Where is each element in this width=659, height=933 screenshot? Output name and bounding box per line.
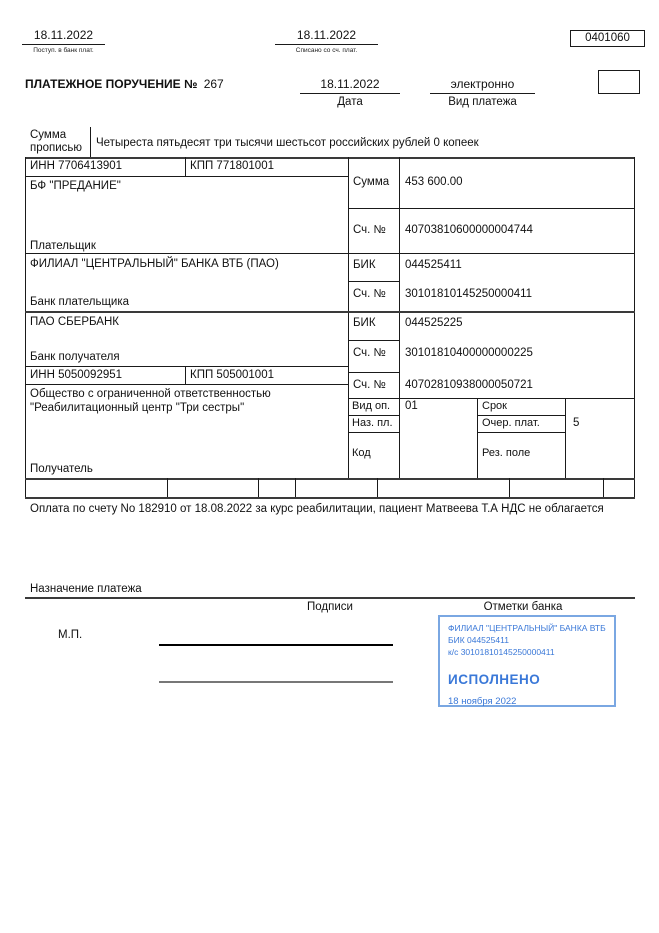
document-title: ПЛАТЕЖНОЕ ПОРУЧЕНИЕ № — [25, 77, 198, 91]
date-label: Дата — [337, 96, 363, 108]
payee-label: Получатель — [30, 463, 93, 475]
amount-words-label-line2: прописью — [30, 142, 83, 154]
form-code-box — [570, 30, 645, 47]
payer-name: БФ "ПРЕДАНИЕ" — [30, 180, 121, 192]
signature-line-2 — [159, 681, 393, 683]
stamp-status: ИСПОЛНЕНО — [448, 672, 541, 687]
debited-date: 18.11.2022 — [296, 28, 357, 42]
reserve-field-label: Рез. поле — [482, 447, 531, 459]
empty-code-box — [598, 70, 640, 94]
payment-type-label: Вид платежа — [448, 96, 517, 108]
payee-bank-corr-account: 30101810400000000225 — [405, 347, 533, 359]
payer-inn: ИНН 7706413901 — [30, 160, 123, 172]
amount-value: 453 600.00 — [405, 176, 463, 188]
payee-name-line1: Общество с ограниченной ответственностью — [30, 388, 271, 400]
payer-kpp: КПП 771801001 — [190, 160, 274, 172]
priority-label: Очер. плат. — [482, 417, 540, 429]
payee-bank-bik-label: БИК — [353, 317, 376, 329]
stamp-date: 18 ноября 2022 — [448, 696, 517, 707]
payer-bank-bik-label: БИК — [353, 259, 376, 271]
document-date: 18.11.2022 — [320, 77, 380, 91]
term-label: Срок — [482, 400, 507, 412]
payer-bank-bik: 044525411 — [405, 259, 462, 271]
payee-bank-label: Банк получателя — [30, 351, 120, 363]
payee-account-label: Сч. № — [353, 379, 386, 391]
operation-type-label: Вид оп. — [352, 400, 391, 412]
payee-bank-bik: 044525225 — [405, 317, 463, 329]
payment-purpose-label: Назначение платежа — [30, 583, 142, 595]
stamp-bank-name: ФИЛИАЛ "ЦЕНТРАЛЬНЫЙ" БАНКА ВТБ — [448, 623, 606, 633]
payer-account-label: Сч. № — [353, 224, 386, 236]
payee-name-line2: "Реабилитационный центр "Три сестры" — [30, 402, 245, 414]
priority-value: 5 — [573, 417, 580, 429]
payer-label: Плательщик — [30, 240, 96, 252]
document-number: 267 — [203, 77, 224, 91]
payer-bank-name: ФИЛИАЛ "ЦЕНТРАЛЬНЫЙ" БАНКА ВТБ (ПАО) — [30, 258, 279, 270]
payment-type-value: электронно — [450, 77, 515, 91]
amount-label: Сумма — [353, 176, 390, 188]
signature-line-1 — [159, 644, 393, 646]
bank-stamp — [438, 615, 616, 707]
bank-marks-label: Отметки банка — [483, 601, 563, 613]
payer-bank-corr-account: 30101810145250000411 — [405, 288, 533, 300]
stamp-place-label: М.П. — [58, 629, 83, 641]
received-in-bank-date: 18.11.2022 — [33, 28, 94, 42]
stamp-bik: БИК 044525411 — [448, 635, 509, 645]
payee-bank-name: ПАО СБЕРБАНК — [30, 316, 119, 328]
operation-type: 01 — [405, 400, 418, 412]
amount-in-words: Четыреста пятьдесят три тысячи шестьсот российских рублей 0 копеек — [96, 137, 479, 149]
payee-bank-corr-label: Сч. № — [353, 347, 386, 359]
payee-inn: ИНН 5050092951 — [30, 369, 123, 381]
payee-account: 40702810938000050721 — [405, 379, 533, 391]
payment-purpose-text: Оплата по счету No 182910 от 18.08.2022 за курс реабилитации, пациент Матвеева Т.А НДС не облагается — [30, 503, 604, 515]
form-code: 0401060 — [585, 32, 630, 44]
stamp-corr-account: к/с 30101810145250000411 — [448, 647, 555, 657]
payer-account: 40703810600000004744 — [405, 224, 533, 236]
code-label: Код — [352, 447, 371, 459]
received-in-bank-label: Поступ. в банк плат. — [33, 47, 94, 54]
payer-bank-corr-label: Сч. № — [353, 288, 386, 300]
signatures-label: Подписи — [307, 601, 353, 613]
payer-bank-label: Банк плательщика — [30, 296, 130, 308]
payee-kpp: КПП 505001001 — [190, 369, 274, 381]
amount-words-label-line1: Сумма — [30, 129, 67, 141]
debited-label: Списано со сч. плат. — [295, 47, 358, 54]
purpose-code-label: Наз. пл. — [352, 417, 393, 429]
